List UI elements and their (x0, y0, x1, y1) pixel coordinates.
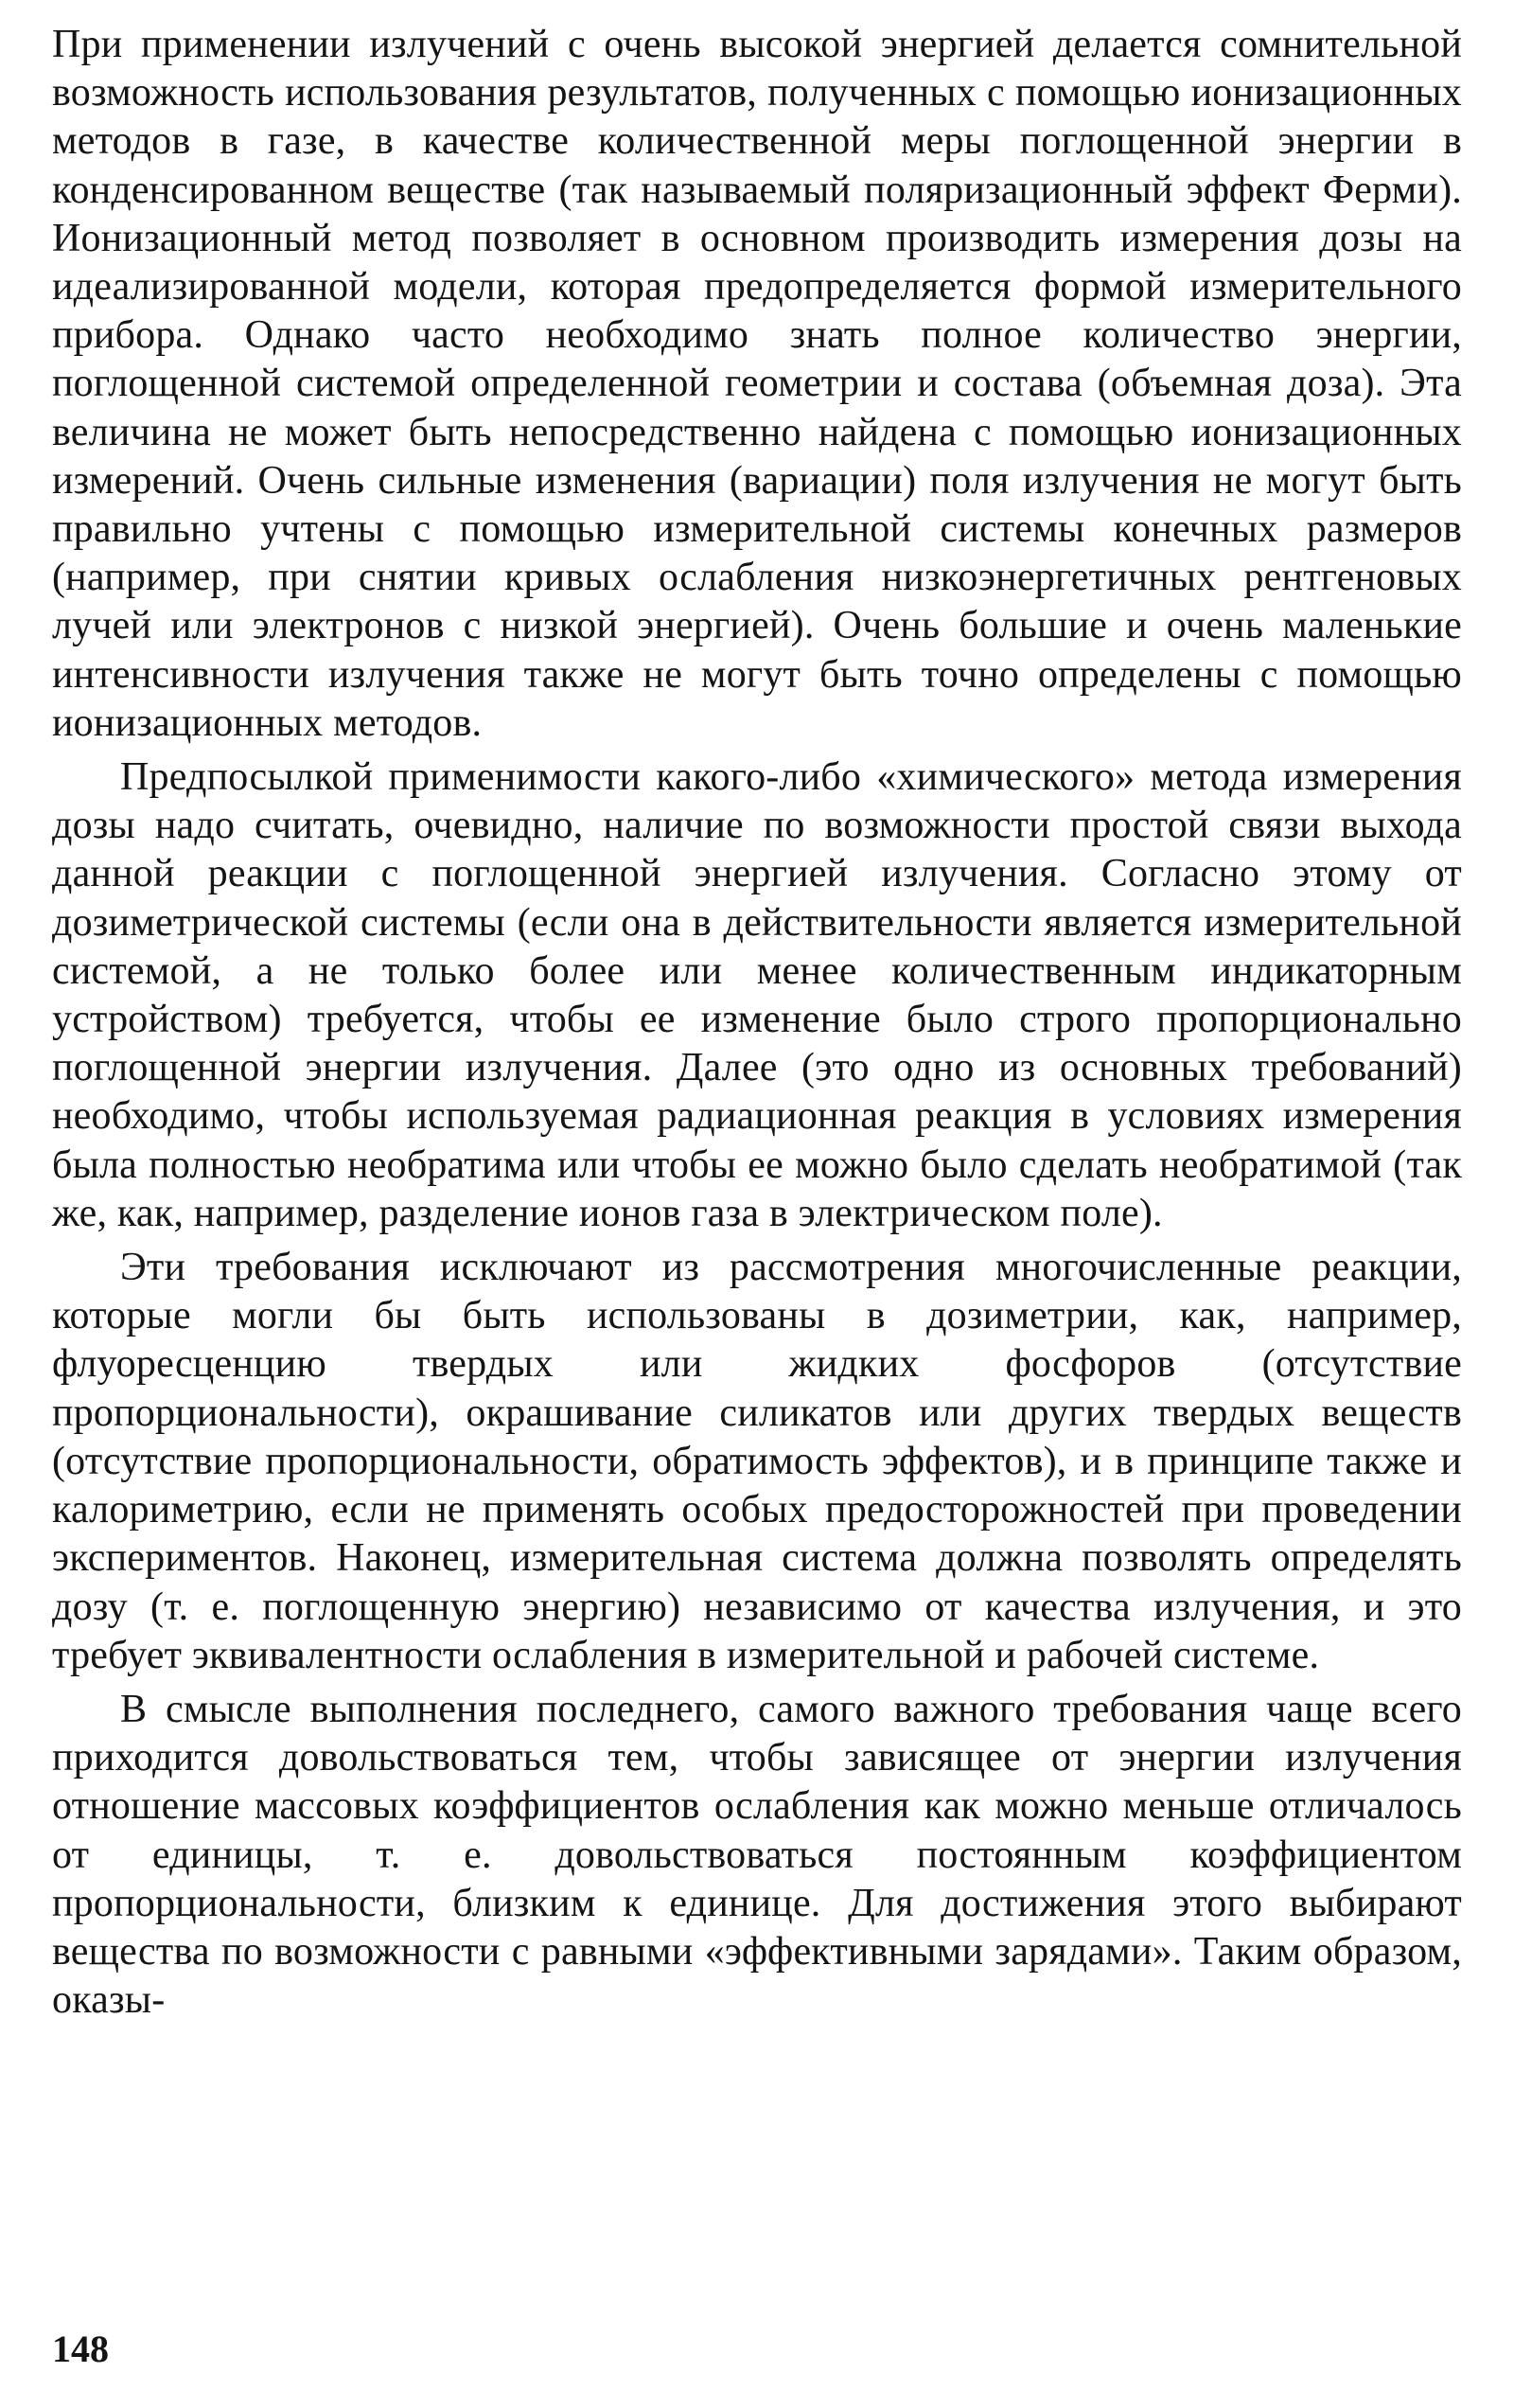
paragraph-3: Эти требования исключают из рассмотрения многочисленные реакции, которые могли бы быть использованы в дозиметрии, как, например, флуоресценцию твердых или жидких фосфоров (отсутствие пропорциональности), окрашивание силикатов или других твердых веществ (отсутствие пропорциональности, обратимость эффектов), и в принципе также и калориметрию, если не применять особых предосторожностей при проведении экспериментов. Наконец, измерительная система должна позволять определять дозу (т. е. поглощенную энергию) независимо от качества излучения, и это требует эквивалентности ослабления в измерительной и рабочей системе. (52, 1246, 1462, 1677)
paragraph-2: Предпосылкой применимости какого-либо «химического» метода измерения дозы надо считать, очевидно, наличие по возможности простой связи выхода данной реакции с поглощенной энергией излучения. Согласно этому от дозиметрической системы (если она в действительности является измерительной системой, а не только более или менее количественным индикаторным устройством) требуется, чтобы ее изменение было строго пропорционально поглощенной энергии излучения. Далее (это одно из основных требований) необходимо, чтобы используемая радиационная реакция в условиях измерения была полностью необратима или чтобы ее можно было сделать необратимой (так же, как, например, разделение ионов газа в электрическом поле). (52, 755, 1462, 1235)
page-body (52, 21, 1462, 2025)
page-number: 148 (52, 2328, 109, 2370)
paragraph-1: При применении излучений с очень высокой энергией делается сомнительной возможность использования результатов, полученных с помощью ионизационных методов в газе, в качестве количественной меры поглощенной энергии в конденсированном веществе (так называемый поляризационный эффект Ферми). Ионизационный метод позволяет в основном производить измерения дозы на идеализированной модели, которая предопределяется формой измерительного прибора. Однако часто необходимо знать полное количество энергии, поглощенной системой определенной геометрии и состава (объемная доза). Эта величина не может быть непосредственно найдена с помощью ионизационных измерений. Очень сильные изменения (вариации) поля излучения не могут быть правильно учтены с помощью измерительной системы конечных размеров (например, при снятии кривых ослабления низкоэнергетичных рентгеновых лучей или электронов с низкой энергией). Очень большие и очень маленькие интенсивности излучения также не могут быть точно определены с помощью ионизационных методов. (52, 23, 1462, 745)
paragraph-4: В смысле выполнения последнего, самого важного требования чаще всего приходится довольствоваться тем, чтобы зависящее от энергии излучения отношение массовых коэффициентов ослабления как можно меньше отличалось от единицы, т. е. довольствоваться постоянным коэффициентом пропорциональности, близким к единице. Для достижения этого выбирают вещества по возможности с равными «эффективными зарядами». Таким образом, оказы- (52, 1687, 1462, 2023)
